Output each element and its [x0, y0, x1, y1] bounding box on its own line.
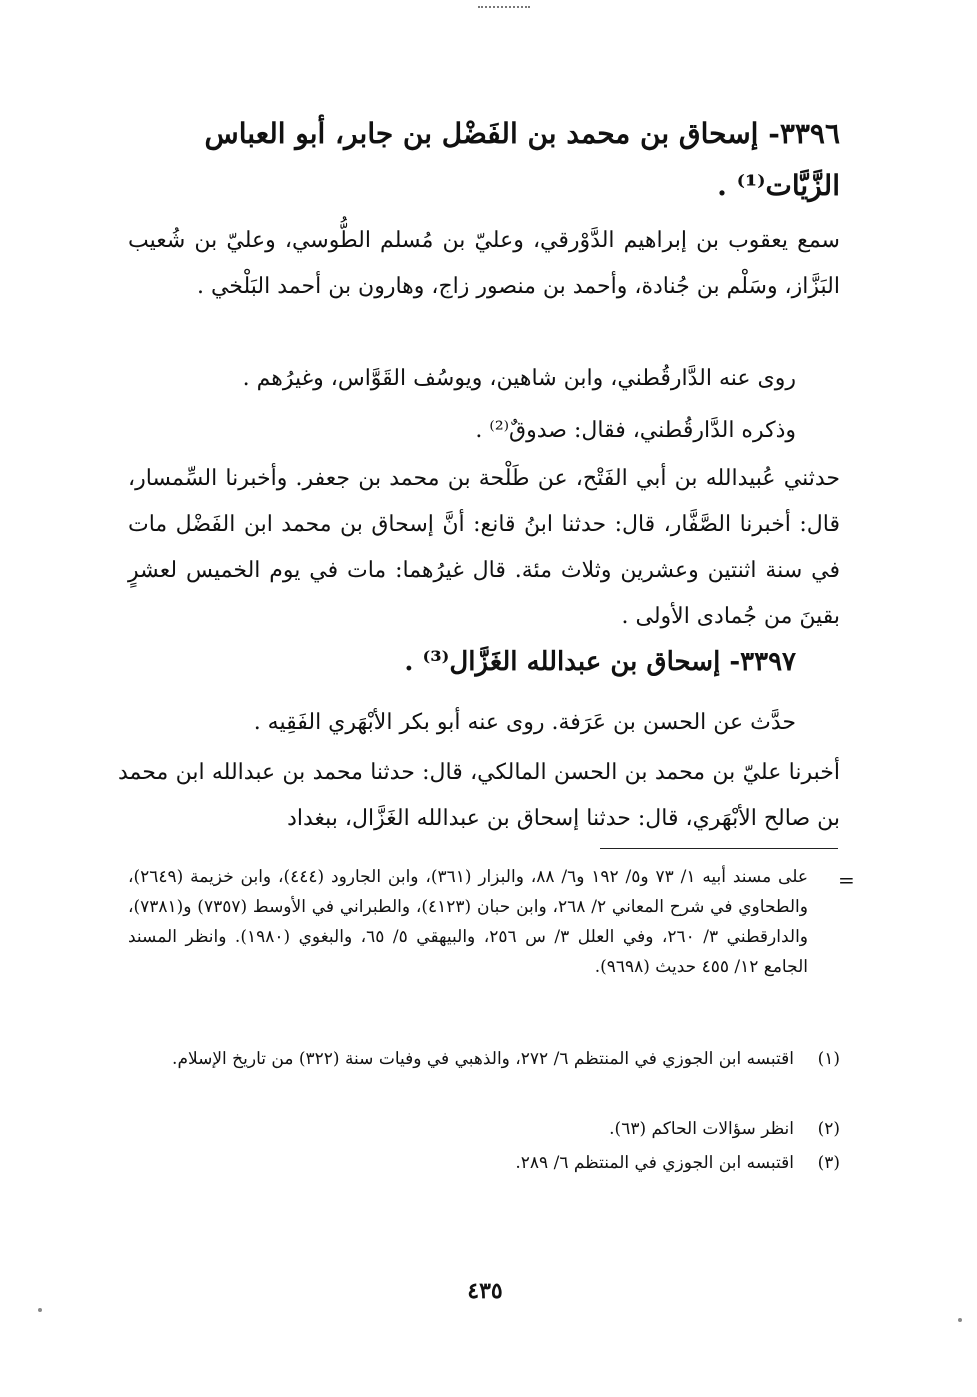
entry-3396-title [128, 108, 840, 212]
footnote-2-number: (٢) [817, 1119, 840, 1139]
footnote-3 [400, 1148, 840, 1178]
footnote-2-text: انظر سؤالات الحاكم (٦٣). [609, 1119, 794, 1139]
top-ornament [478, 0, 530, 8]
entry-3396-title-line2: الزَّيَّات⁽¹⁾ . [717, 169, 840, 202]
footnote-continuation: على مسند أبيه ١/ ٧٣ و٥/ ١٩٢ و٦/ ٨٨، والبزار (٣٦١)، وابن الجارود (٤٤٤)، وابن خزيمة (٢٦٤٩)، والطحاوي في شرح المعاني ٢/ ٢٦٨، وابن حبان (٤١٢٣)، والطبراني في الأوسط (٧٣٥٧) و(٧٣٨١)، والدارقطني ٣/ ٢٦٠، وفي العلل ٣/ س ٢٥٦، والبيهقي ٥/ ٦٥، والبغوي (١٩٨٠). وانظر المسند الجامع ١٢/ ٤٥٥ حديث (٩٦٩٨). [128, 867, 809, 977]
footnote-3-number: (٣) [817, 1153, 840, 1173]
footnote-separator [600, 848, 838, 849]
paragraph-death-report: حدثني عُبيدالله بن أبي الفَتْح، عن طَلْحة بن محمد بن جعفر. وأخبرنا السِّمسار، قال: أخبرنا الصَّفَّار، قال: حدثنا ابنُ قانع: أنَّ إسحاق بن محمد ابن الفَضْل مات في سنة اثنتين وعشرين وثلاث مئة. قال غيرُهما: مات في يوم الخميس لعشرٍ بقينَ من جُمادى الأولى . [128, 466, 840, 629]
entry-3397-title: ٣٣٩٧- إسحاق بن عبدالله الغَزَّال⁽³⁾ . [404, 647, 796, 677]
paragraph-grading: وذكره الدَّارقُطني، فقال: صدوقٌ⁽²⁾ . [475, 418, 796, 443]
entry-3396-title-line1: ٣٣٩٦- إسحاق بن محمد بن الفَضْل بن جابر، أبو العباس [204, 117, 840, 150]
footnote-2 [400, 1114, 840, 1144]
paragraph-students: روى عنه الدَّارقُطني، وابن شاهين، ويوسُف القَوَّاس، وغيرُهم . [242, 366, 796, 391]
paragraph-teachers: سمع يعقوب بن إبراهيم الدَّوْرقي، وعليّ بن مُسلم الطُّوسي، وعليّ بن شُعيب البَزَّاز، وسَلْم بن جُنادة، وأحمد بن منصور زاج، وهارون بن أحمد البَلْخي . [128, 228, 840, 299]
paragraph-narration: حدَّث عن الحسن بن عَرَفة. روى عنه أبو بكر الأبْهَري الفَقِيه . [253, 710, 796, 735]
scan-speck [38, 1308, 42, 1312]
footnote-1 [128, 1044, 840, 1074]
scan-speck [958, 1318, 962, 1322]
footnote-continuation-marker: = [838, 868, 855, 892]
footnote-1-text: اقتبسه ابن الجوزي في المنتظم ٦/ ٢٧٢، والذهبي في وفيات سنة (٣٢٢) من تاريخ الإسلام. [172, 1049, 794, 1069]
footnote-1-number: (١) [817, 1049, 840, 1069]
footnote-3-text: اقتبسه ابن الجوزي في المنتظم ٦/ ٢٨٩. [515, 1153, 794, 1173]
paragraph-isnad: أخبرنا عليّ بن محمد بن الحسن المالكي، قال: حدثنا محمد بن عبدالله ابن محمد بن صالح الأبْهَري، قال: حدثنا إسحاق بن عبدالله الغَزَّال، ببغداد [118, 760, 840, 831]
page-number: ٤٣٥ [467, 1278, 503, 1304]
